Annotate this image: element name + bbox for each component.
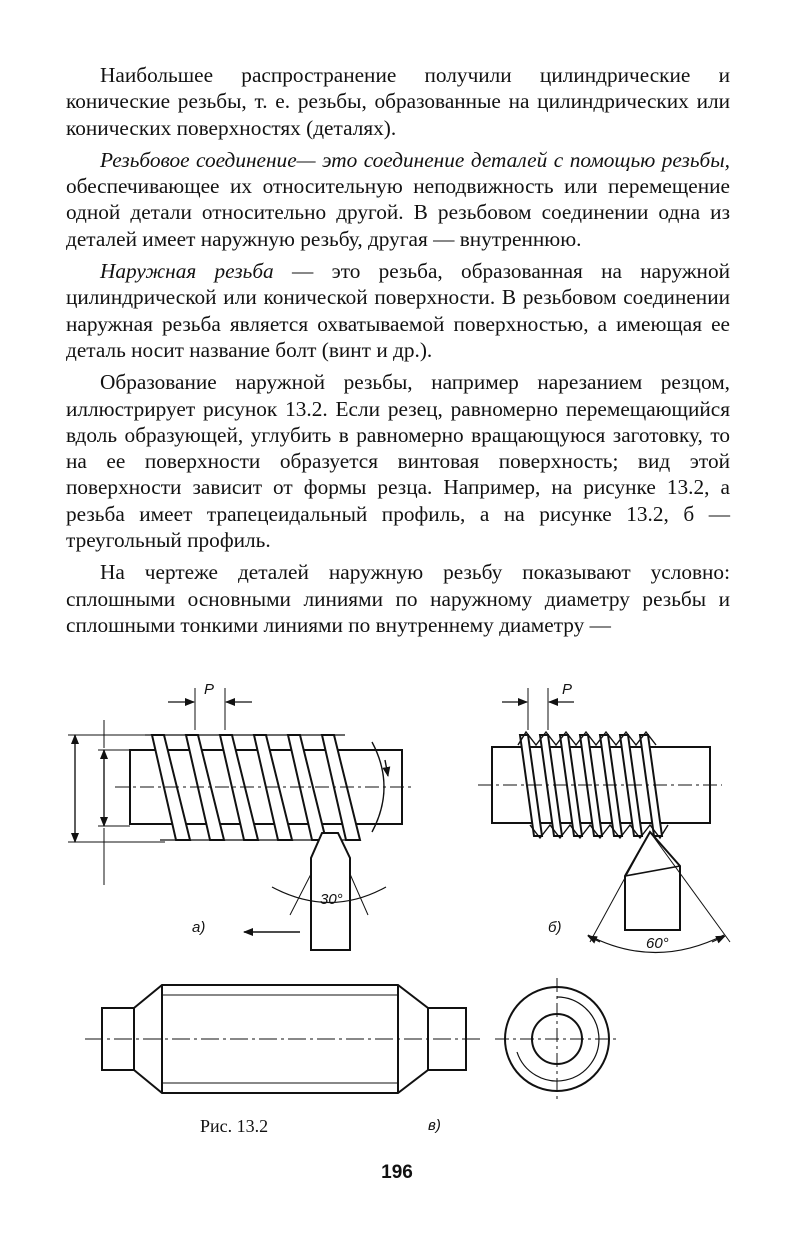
- angle-label-b: 60°: [646, 935, 669, 952]
- paragraph-text: обеспечивающее их относительную неподвижность или перемещение одной детали относительно другой. В резьбовом соединении одна из деталей имеет наружную резьбу, другая — внутреннюю.: [66, 174, 730, 251]
- figure-13-2: [0, 660, 794, 1160]
- paragraph-2: [66, 147, 730, 252]
- label-a: а): [192, 919, 206, 936]
- paragraph-5: [66, 559, 730, 638]
- paragraph-lead: Наружная резьба: [100, 259, 274, 284]
- drawing-a: [68, 688, 415, 950]
- paragraph-3: [66, 258, 730, 363]
- paragraph-text: — это резьба, образованная на наружной цилиндрической или конической поверхности. В резьбовом соединении наружная резьба является охватываемой поверхностью, а имеющая ее деталь носит название болт (винт и др.).: [66, 259, 730, 362]
- paragraph-text: Наибольшее распространение получили цилиндрические и конические резьбы, т. е. резьбы, образованные на цилиндрических или конических поверхностях (деталях).: [66, 63, 730, 140]
- thread-drawing: [0, 660, 794, 1160]
- paragraph-text: На чертеже деталей наружную резьбу показывают условно: сплошными основными линиями по наружному диаметру резьбы и сплошными тонкими линиями по внутреннему диаметру —: [66, 560, 730, 637]
- body-text: [66, 62, 730, 644]
- label-b: б): [548, 919, 562, 936]
- drawing-b: [478, 688, 730, 953]
- paragraph-4: [66, 369, 730, 553]
- pitch-label-b: P: [562, 681, 573, 698]
- paragraph-1: [66, 62, 730, 141]
- paragraph-text: Образование наружной резьбы, например нарезанием резцом, иллюстрирует рисунок 13.2. Если резец, равномерно перемещающийся вдоль образующей, углубить в равномерно вращающуюся заготовку, то на ее поверхности образуется винтовая поверхность; вид этой поверхности зависит от формы резца. Например, на рисунке 13.2, а резьба имеет трапецеидальный профиль, а на рисунке 13.2, б — треугольный профиль.: [66, 370, 730, 553]
- label-v: в): [428, 1117, 441, 1134]
- pitch-label-a: P: [204, 681, 215, 698]
- page-number: 196: [381, 1162, 413, 1183]
- paragraph-lead: Резьбовое соединение— это соединение деталей с помощью резьбы,: [100, 147, 730, 172]
- angle-label-a: 30°: [320, 891, 343, 908]
- figure-caption: Рис. 13.2: [200, 1116, 269, 1136]
- drawing-v: [85, 978, 620, 1100]
